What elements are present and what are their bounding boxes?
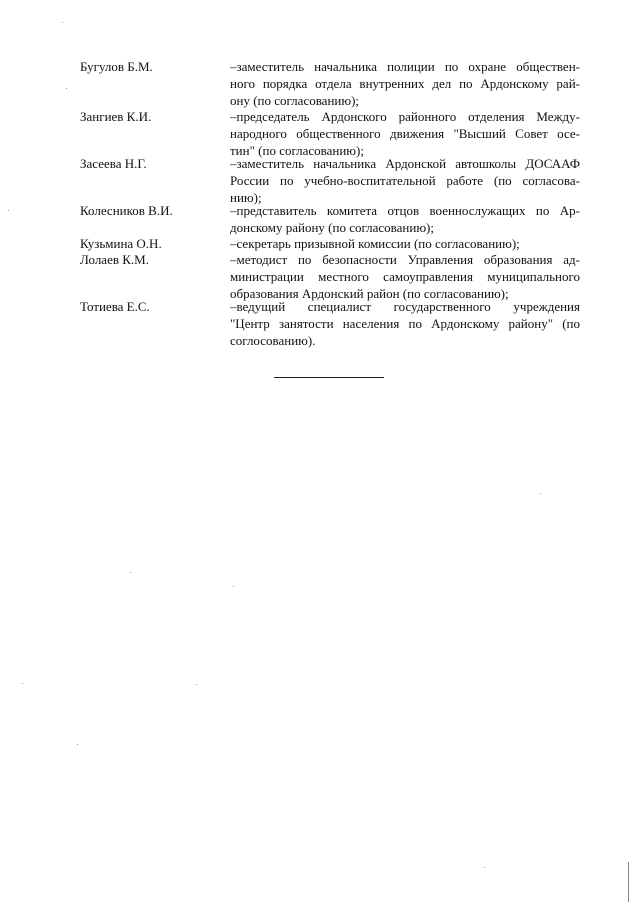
member-role-line: –председатель Ардонского районного отделения Между- (230, 109, 580, 124)
member-role-line: –ведущий специалист государственного учреждения (230, 299, 580, 314)
member-role (230, 58, 580, 109)
scan-edge-mark (628, 862, 629, 902)
member-role-line: ного порядка отдела внутренних дел по Ардонскому рай- (230, 76, 580, 91)
member-role-line: тин" (по согласованию); (230, 143, 364, 158)
member-role (230, 251, 580, 302)
scan-speck (540, 493, 541, 494)
member-role (230, 298, 580, 349)
scan-speck (22, 683, 23, 684)
member-role (230, 202, 580, 236)
member-role-line: –заместитель начальника полиции по охране обществен- (230, 59, 580, 74)
member-name: Зангиев К.И. (80, 109, 152, 124)
scan-speck (8, 210, 9, 211)
member-role-line: образования Ардонский район (по согласованию); (230, 286, 509, 301)
member-role (230, 235, 580, 252)
member-role-line: –заместитель начальника Ардонской автошколы ДОСААФ (230, 156, 580, 171)
scan-speck (196, 684, 197, 685)
member-role-line: "Центр занятости населения по Ардонскому району" (по (230, 316, 580, 331)
member-role-line: России по учебно-воспитательной работе (по согласова- (230, 173, 580, 188)
member-role-line: ону (по согласованию); (230, 93, 360, 108)
closing-rule (274, 377, 384, 378)
member-role-line: министрации местного самоуправления муниципального (230, 269, 580, 284)
member-name: Засеева Н.Г. (80, 156, 147, 171)
member-name: Кузьмина О.Н. (80, 236, 162, 251)
member-role-line: нию); (230, 190, 262, 205)
member-name: Бугулов Б.М. (80, 59, 153, 74)
member-role-line: донскому району (по согласованию); (230, 220, 434, 235)
scan-speck (77, 744, 78, 745)
scan-speck (233, 586, 234, 587)
member-role-line: соглосованию). (230, 333, 316, 348)
member-role-line: –методист по безопасности Управления образования ад- (230, 252, 580, 267)
member-name: Колесников В.И. (80, 203, 173, 218)
member-name: Лолаев К.М. (80, 252, 149, 267)
member-role-line: –секретарь призывной комиссии (по согласованию); (230, 236, 520, 251)
scan-speck (62, 22, 63, 23)
scan-speck (130, 572, 131, 573)
scan-speck (484, 867, 485, 868)
member-name: Тотиева Е.С. (80, 299, 150, 314)
scan-speck (66, 88, 67, 89)
member-role-line: –представитель комитета отцов военнослужащих по Ар- (230, 203, 580, 218)
member-role-line: народного общественного движения "Высший Совет осе- (230, 126, 580, 141)
member-role (230, 155, 580, 206)
member-role (230, 108, 580, 159)
